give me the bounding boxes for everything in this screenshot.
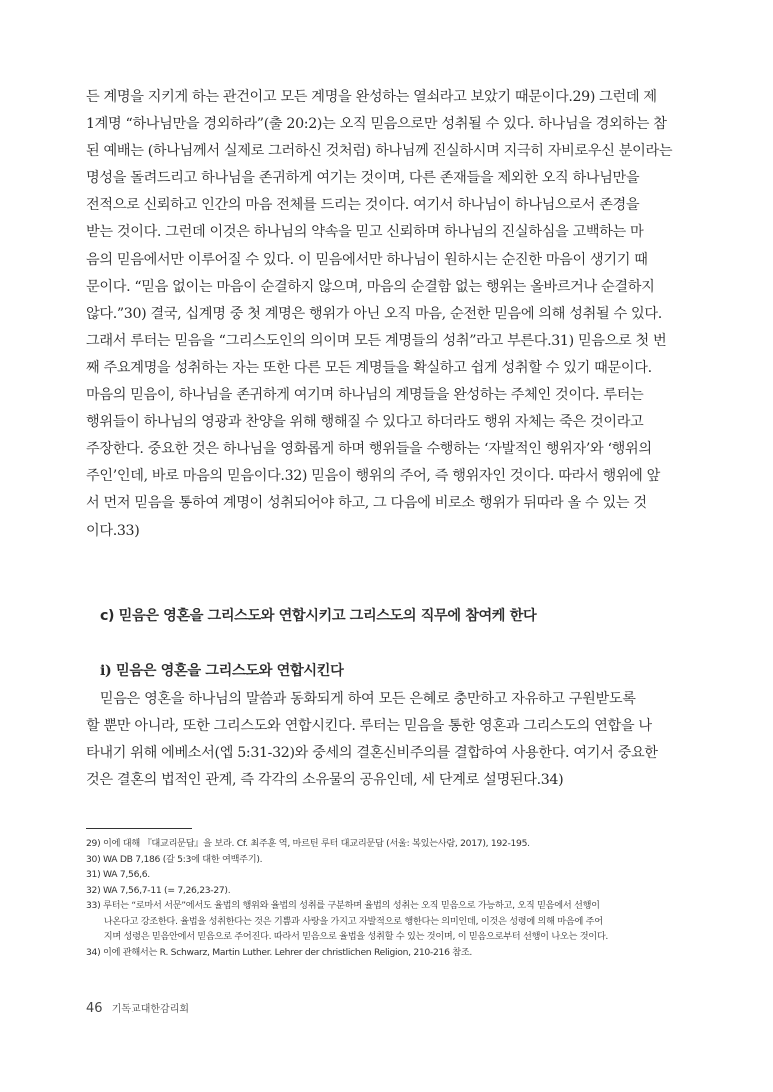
footnote-33: 33) 루터는 “로마서 서문”에서도 율법의 행위와 율법의 성취를 구분하며 율법의 성취는 오직 믿음으로 가능하고, 오직 믿음에서 선행이 나온다고 강조한다. 율법을 성취한다는 것은 기쁨과 사랑을 가지고 자발적으로 행한다는 의미인데, 이것은 성령에 의해 마음에 주어 지며 성령은 믿음안에서 믿음으로 주어진다. 따라서 믿음으로 율법을 성취할 수 있는 것이며, 이 믿음으로부터 선행이 나오는 것이다. <box>86 900 609 942</box>
page-number: 46 <box>86 1001 103 1016</box>
footnote-30: 30) WA DB 7,186 (갈 5:3에 대한 여백주기). <box>86 853 263 865</box>
section-heading-c: c) 믿음은 영혼을 그리스도와 연합시키고 그리스도의 직무에 참여케 한다 <box>100 608 537 624</box>
footnote-divider <box>86 828 192 829</box>
footnote-32: 32) WA 7,56,7-11 (= 7,26,23-27). <box>86 884 231 896</box>
footnote-list <box>86 836 690 960</box>
body-paragraph-1: 든 계명을 지키게 하는 관건이고 모든 계명을 완성하는 열쇠라고 보았기 때문이다.29) 그런데 제 1계명 “하나님만을 경외하라”(출 20:2)는 오직 믿음으로만 성취될 수 있다. 하나님을 경외하는 참 된 예배는 (하나님께서 실제로 그러하신 것처럼) 하나님께 진실하시며 지극히 자비로우신 분이라는 명성을 돌려드리고 하나님을 존귀하게 여기는 것이며, 다른 존재들을 제외한 오직 하나님만을 전적으로 신뢰하고 인간의 마음 전체를 드리는 것이다. 여기서 하나님이 하나님으로서 존경을 받는 것이다. 그런데 이것은 하나님의 약속을 믿고 신뢰하며 하나님의 진실하심을 고백하는 마 음의 믿음에서만 이루어질 수 있다. 이 믿음에서만 하나님이 원하시는 순진한 마음이 생기기 때 문이다. “믿음 없이는 마음이 순결하지 않으며, 마음의 순결함 없는 행위는 올바르거나 순결하지 않다.”30) 결국, 십계명 중 첫 계명은 행위가 아닌 오직 마음, 순전한 믿음에 의해 성취될 수 있다. 그래서 루터는 믿음을 “그리스도인의 의이며 모든 계명들의 성취”라고 부른다.31) 믿음으로 첫 번 째 주요계명을 성취하는 자는 또한 다른 모든 계명들을 확실하고 쉽게 성취할 수 있기 때문이다. 마음의 믿음이, 하나님을 존귀하게 여기며 하나님의 계명들을 완성하는 주체인 것이다. 루터는 행위들이 하나님의 영광과 찬양을 위해 행해질 수 있다고 하더라도 행위 자체는 죽은 것이라고 주장한다. 중요한 것은 하나님을 영화롭게 하며 행위들을 수행하는 ‘자발적인 행위자’와 ‘행위의 주인’인데, 바로 마음의 믿음이다.32) 믿음이 행위의 주어, 즉 행위자인 것이다. 따라서 행위에 앞 서 먼저 믿음을 통하여 계명이 성취되어야 하고, 그 다음에 비로소 행위가 뒤따라 올 수 있는 것 이다.33) <box>86 89 673 539</box>
subsection-heading-i: i) 믿음은 영혼을 그리스도와 연합시킨다 <box>100 663 344 679</box>
footnote-34: 34) 이에 관해서는 R. Schwarz, Martin Luther. Lehrer der christlichen Religion, 210-216 참조. <box>86 946 473 958</box>
body-paragraph-2: 믿음은 영혼을 하나님의 말씀과 동화되게 하여 모든 은혜로 충만하고 자유하고 구원받도록 할 뿐만 아니라, 또한 그리스도와 연합시킨다. 루터는 믿음을 통한 영혼과 그리스도의 연합을 나 타내기 위해 에베소서(엡 5:31-32)와 중세의 결혼신비주의를 결합하여 사용한다. 여기서 중요한 것은 결혼의 법적인 관계, 즉 각각의 소유물의 공유인데, 세 단계로 설명된다.34) <box>86 691 658 789</box>
footnote-29: 29) 이에 대해 『대교리문답』을 보라. Cf. 최주훈 역, 마르틴 루터 대교리문답 (서울: 복있는사람, 2017), 192-195. <box>86 838 530 849</box>
footnote-31: 31) WA 7,56,6. <box>86 869 150 880</box>
page-footer <box>86 1000 189 1016</box>
journal-title: 기독교대한감리회 <box>111 1004 190 1015</box>
